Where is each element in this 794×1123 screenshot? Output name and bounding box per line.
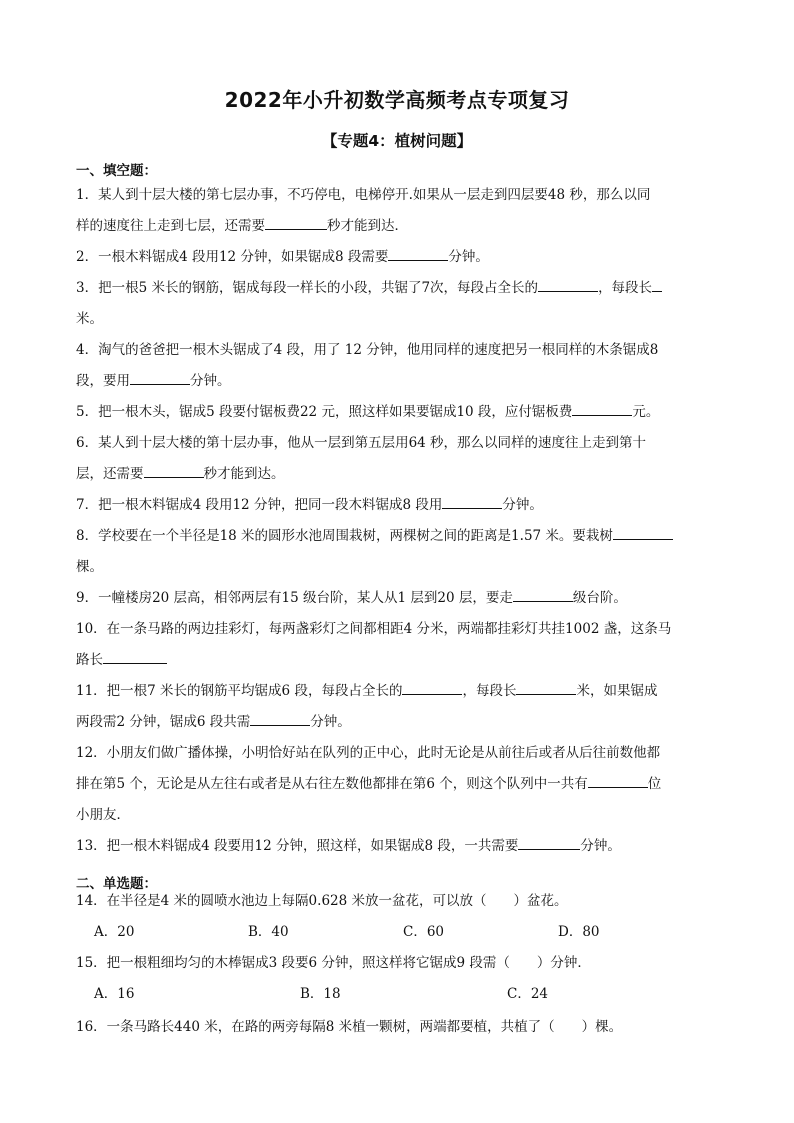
answer-blank[interactable] bbox=[442, 494, 502, 509]
option-c[interactable]: C．60 bbox=[403, 924, 445, 940]
question-12: 12．小朋友们做广播体操，小明恰好站在队列的正中心，此时无论是从前往后或者从后往前数他都 排在第5 个，无论是从左往右或者是从右往左数他都排在第6 个，则这个队列中一共有 位 小朋友． bbox=[76, 745, 662, 823]
question-16: 16．一条马路长440 米，在路的两旁每隔8 米植一颗树，两端都要植，共植了（ ）棵。 bbox=[76, 1019, 623, 1035]
answer-blank[interactable] bbox=[388, 246, 448, 261]
choice-questions bbox=[76, 886, 721, 1043]
fill-in-questions bbox=[76, 180, 721, 862]
answer-blank[interactable] bbox=[538, 277, 598, 292]
answer-blank[interactable] bbox=[518, 835, 580, 850]
option-a[interactable]: A．16 bbox=[94, 986, 135, 1002]
question-14-options bbox=[76, 917, 721, 948]
answer-blank[interactable] bbox=[613, 525, 673, 540]
question-15: 15．把一根粗细均匀的木棒锯成3 段要6 分钟，照这样将它锯成9 段需（ ）分钟． bbox=[76, 955, 591, 971]
page-subtitle: 【专题4：植树问题】 bbox=[321, 132, 473, 150]
question-9: 9．一幢楼房20 层高，相邻两层有15 级台阶，某人从1 层到20 层，要走 级台阶。 bbox=[76, 583, 721, 614]
question-14: 14．在半径是4 米的圆喷水池边上每隔0.628 米放一盆花，可以放（ ）盆花。 bbox=[76, 893, 568, 909]
section-fill-in-the-blanks: 一、填空题： bbox=[76, 163, 157, 179]
option-b[interactable]: B．18 bbox=[300, 986, 341, 1002]
question-6: 6．某人到十层大楼的第十层办事，他从一层到第五层用64 秒，那么以同样的速度往上走到第十 层，还需要 秒才能到达。 bbox=[76, 435, 647, 482]
answer-blank[interactable] bbox=[144, 463, 204, 478]
option-a[interactable]: A．20 bbox=[94, 924, 135, 940]
option-b[interactable]: B．40 bbox=[248, 924, 289, 940]
section-single-choice: 二、单选题： bbox=[76, 876, 157, 892]
answer-blank[interactable] bbox=[572, 401, 632, 416]
answer-blank[interactable] bbox=[265, 215, 327, 230]
question-1: 1．某人到十层大楼的第七层办事，不巧停电，电梯停开.如果从一层走到四层要48 秒，那么以同 样的速度往上走到七层，还需要 秒才能到达． bbox=[76, 187, 651, 234]
answer-blank[interactable] bbox=[130, 370, 190, 385]
answer-blank[interactable] bbox=[402, 680, 462, 695]
question-7: 7．把一根木料锯成4 段用12 分钟，把同一段木料锯成8 段用 分钟。 bbox=[76, 490, 721, 521]
page-title: 2022年小升初数学高频考点专项复习 bbox=[224, 88, 570, 112]
question-3: 3．把一根5 米长的钢筋，锯成每段一样长的小段，共锯了7次，每段占全长的 ，每段长 米。 bbox=[76, 273, 721, 335]
question-2: 2．一根木料锯成4 段用12 分钟，如果锯成8 段需要 分钟。 bbox=[76, 242, 721, 273]
answer-blank[interactable] bbox=[588, 773, 648, 788]
answer-blank[interactable] bbox=[652, 277, 662, 292]
option-c[interactable]: C．24 bbox=[507, 986, 549, 1002]
question-10: 10．在一条马路的两边挂彩灯，每两盏彩灯之间都相距4 分米，两端都挂彩灯共挂1002 盏，这条马 路长 bbox=[76, 621, 672, 668]
question-8: 8．学校要在一个半径是18 米的圆形水池周围栽树，两棵树之间的距离是1.57 米。要栽树 棵。 bbox=[76, 521, 721, 583]
question-4: 4．淘气的爸爸把一根木头锯成了4 段，用了 12 分钟，他用同样的速度把另一根同样的木条锯成8 段，要用 分钟。 bbox=[76, 342, 659, 389]
answer-blank[interactable] bbox=[513, 587, 573, 602]
question-11: 11．把一根7 米长的钢筋平均锯成6 段，每段占全长的 ，每段长 米，如果锯成 两段需2 分钟，锯成6 段共需 分钟。 bbox=[76, 676, 721, 738]
question-13: 13．把一根木料锯成4 段要用12 分钟，照这样，如果锯成8 段，一共需要 分钟。 bbox=[76, 831, 721, 862]
option-d[interactable]: D．80 bbox=[558, 924, 600, 940]
question-5: 5．把一根木头，锯成5 段要付锯板费22 元，照这样如果要锯成10 段，应付锯板费 元。 bbox=[76, 397, 721, 428]
answer-blank[interactable] bbox=[250, 711, 310, 726]
answer-blank[interactable] bbox=[103, 649, 167, 664]
question-15-options bbox=[76, 979, 721, 1010]
answer-blank[interactable] bbox=[516, 680, 576, 695]
